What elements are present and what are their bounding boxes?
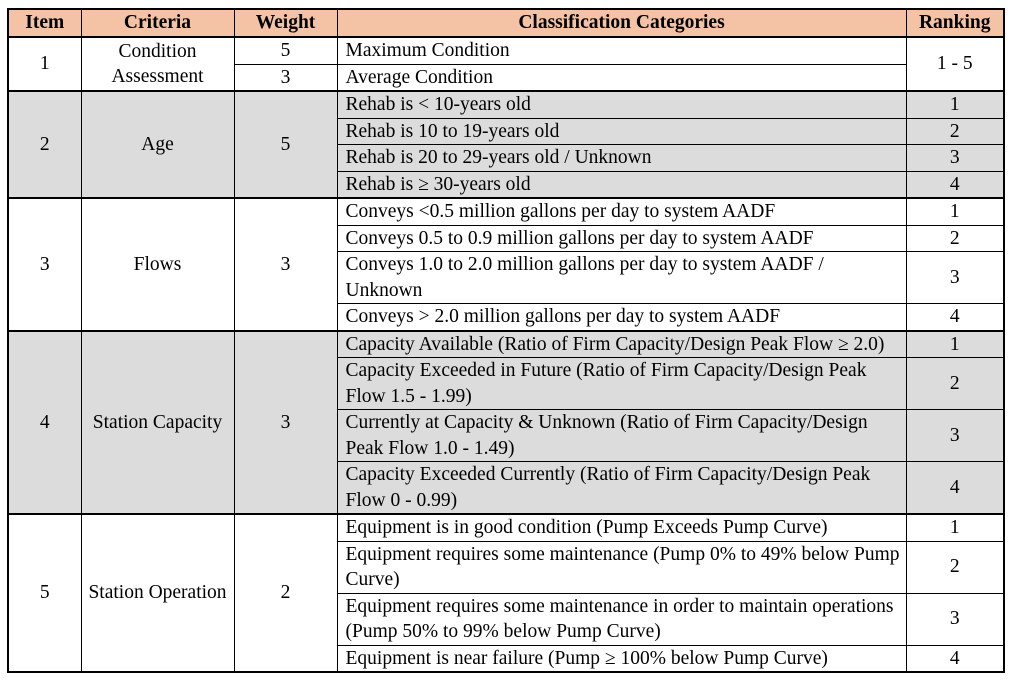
criteria-name: Station Operation	[81, 514, 234, 672]
table-row	[8, 91, 1004, 118]
ranking-value: 3	[906, 252, 1004, 304]
category-text: Maximum Condition	[337, 37, 906, 64]
weight-value: 2	[234, 514, 337, 672]
criteria-name: Station Capacity	[81, 331, 234, 515]
item-number: 3	[8, 198, 81, 331]
ranking-value: 2	[906, 541, 1004, 593]
criteria-name: Age	[81, 91, 234, 198]
ranking-value: 3	[906, 593, 1004, 645]
weight-value: 3	[234, 64, 337, 91]
category-text: Equipment requires some maintenance in order to maintain operations (Pump 50% to 99% below Pump Curve)	[337, 593, 906, 645]
category-text: Conveys <0.5 million gallons per day to system AADF	[337, 198, 906, 225]
criteria-table-container	[7, 8, 1003, 673]
header-item: Item	[8, 9, 81, 37]
category-text: Conveys 1.0 to 2.0 million gallons per day to system AADF / Unknown	[337, 252, 906, 304]
item-number: 4	[8, 331, 81, 515]
table-row	[8, 331, 1004, 358]
header-categories: Classification Categories	[337, 9, 906, 37]
ranking-value: 1	[906, 514, 1004, 541]
header-weight: Weight	[234, 9, 337, 37]
ranking-value: 4	[906, 462, 1004, 515]
category-text: Equipment is near failure (Pump ≥ 100% below Pump Curve)	[337, 645, 906, 672]
criteria-name: Flows	[81, 198, 234, 331]
category-text: Rehab is 10 to 19-years old	[337, 118, 906, 145]
criteria-name: Condition Assessment	[81, 37, 234, 91]
ranking-value: 2	[906, 225, 1004, 252]
category-text: Conveys > 2.0 million gallons per day to system AADF	[337, 304, 906, 331]
weight-value: 3	[234, 198, 337, 331]
ranking-value: 3	[906, 410, 1004, 462]
weight-value: 3	[234, 331, 337, 515]
category-text: Rehab is 20 to 29-years old / Unknown	[337, 145, 906, 172]
category-text: Capacity Available (Ratio of Firm Capacity/Design Peak Flow ≥ 2.0)	[337, 331, 906, 358]
category-text: Capacity Exceeded in Future (Ratio of Firm Capacity/Design Peak Flow 1.5 - 1.99)	[337, 358, 906, 410]
ranking-value: 3	[906, 145, 1004, 172]
category-text: Capacity Exceeded Currently (Ratio of Firm Capacity/Design Peak Flow 0 - 0.99)	[337, 462, 906, 515]
classification-criteria-table	[7, 8, 1005, 673]
ranking-value: 1 - 5	[906, 37, 1004, 91]
table-row	[8, 514, 1004, 541]
ranking-value: 2	[906, 118, 1004, 145]
ranking-value: 1	[906, 331, 1004, 358]
category-text: Average Condition	[337, 64, 906, 91]
weight-value: 5	[234, 91, 337, 198]
category-text: Equipment is in good condition (Pump Exceeds Pump Curve)	[337, 514, 906, 541]
ranking-value: 4	[906, 171, 1004, 198]
category-text: Rehab is ≥ 30-years old	[337, 171, 906, 198]
category-text: Equipment requires some maintenance (Pump 0% to 49% below Pump Curve)	[337, 541, 906, 593]
ranking-value: 2	[906, 358, 1004, 410]
weight-value: 5	[234, 37, 337, 64]
category-text: Rehab is < 10-years old	[337, 91, 906, 118]
ranking-value: 4	[906, 645, 1004, 672]
ranking-value: 4	[906, 304, 1004, 331]
item-number: 2	[8, 91, 81, 198]
header-criteria: Criteria	[81, 9, 234, 37]
header-ranking: Ranking	[906, 9, 1004, 37]
category-text: Currently at Capacity & Unknown (Ratio of Firm Capacity/Design Peak Flow 1.0 - 1.49)	[337, 410, 906, 462]
ranking-value: 1	[906, 91, 1004, 118]
item-number: 5	[8, 514, 81, 672]
table-row	[8, 198, 1004, 225]
item-number: 1	[8, 37, 81, 91]
header-row	[8, 9, 1004, 37]
ranking-value: 1	[906, 198, 1004, 225]
category-text: Conveys 0.5 to 0.9 million gallons per day to system AADF	[337, 225, 906, 252]
table-row	[8, 37, 1004, 64]
